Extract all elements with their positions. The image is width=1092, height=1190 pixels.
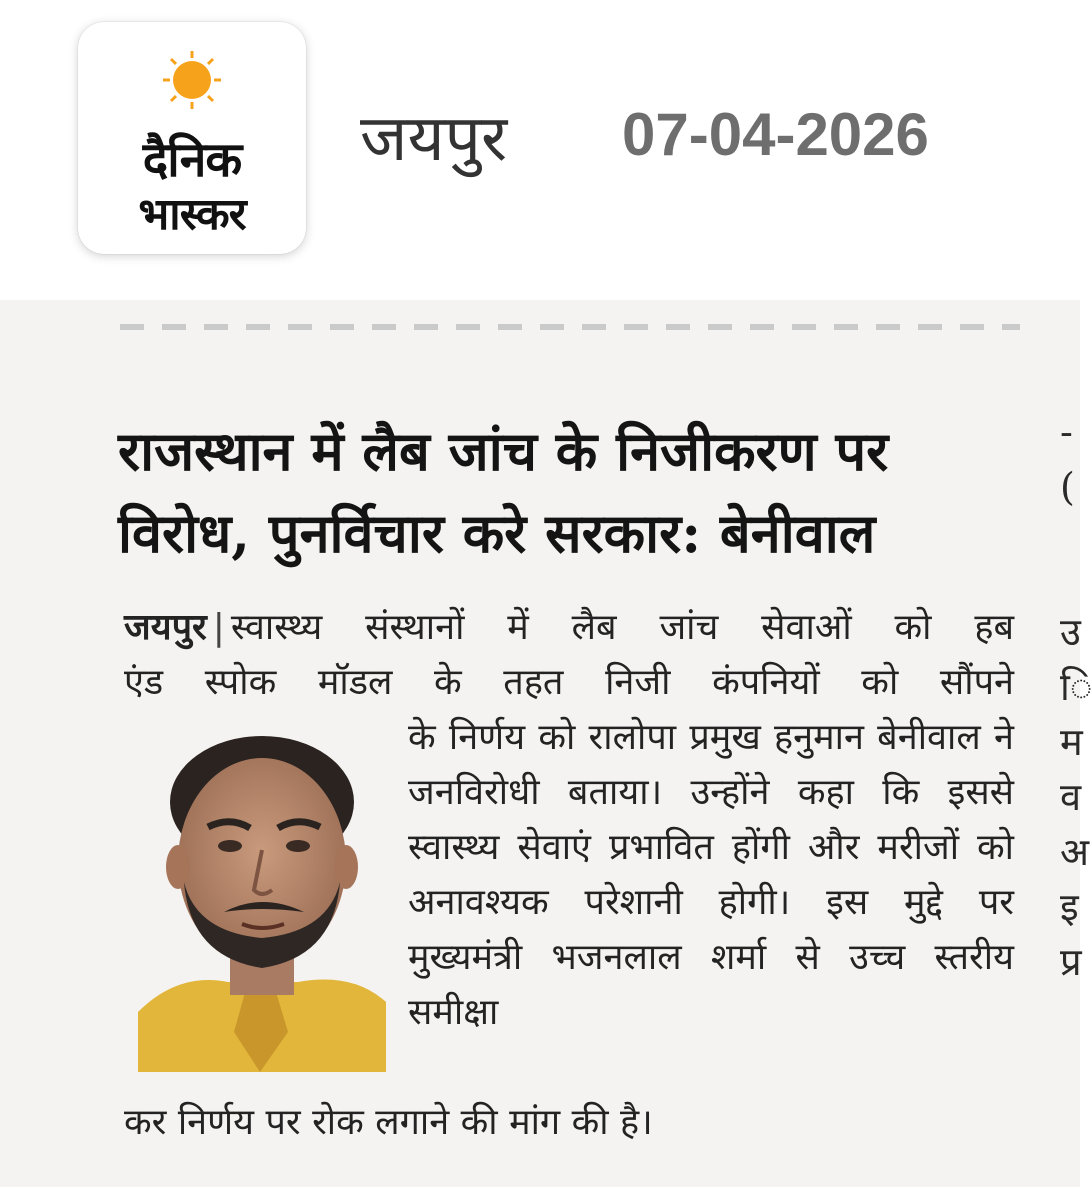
adjacent-glyph: म — [1060, 720, 1083, 764]
dateline-separator: | — [212, 607, 225, 648]
body-last-line: कर निर्णय पर रोक लगाने की मांग की है। — [124, 1102, 653, 1143]
adjacent-glyph: ( — [1060, 465, 1075, 509]
adjacent-glyph: व — [1060, 775, 1082, 819]
adjacent-glyph: अ — [1060, 830, 1090, 874]
edition-city: जयपुर — [360, 102, 508, 176]
header — [0, 0, 1080, 290]
cut-edge-rule — [120, 324, 1020, 330]
hanuman-beniwal-photo — [138, 732, 386, 1072]
adjacent-glyph: - — [1060, 410, 1073, 454]
adjacent-glyph: उ — [1060, 610, 1081, 654]
news-clipping — [0, 300, 1092, 1187]
adjacent-glyph: ि — [1060, 665, 1092, 709]
body-line-2: एंड स्पोक मॉडल के तहत निजी कंपनियों को सौंपने — [124, 662, 1014, 703]
adjacent-glyph: प्र — [1060, 940, 1082, 984]
body-line-1 — [124, 600, 1014, 655]
adjacent-glyph: इ — [1060, 885, 1079, 929]
article-headline — [118, 410, 1028, 574]
adjacent-column-fragment — [1052, 410, 1092, 1190]
dateline: जयपुर — [124, 607, 207, 648]
body-line-1-text: स्वास्थ्य संस्थानों में लैब जांच सेवाओं को हब — [230, 607, 1014, 648]
logo-text-bhaskar: भास्कर — [138, 189, 246, 240]
edition-date: 07-04-2026 — [622, 101, 929, 168]
headline-line-1: राजस्थान में लैब जांच के निजीकरण पर — [118, 419, 889, 483]
body-wrapped-paragraph: के निर्णय को रालोपा प्रमुख हनुमान बेनीवाल ने जनविरोधी बताया। उन्होंने कहा कि इससे स्वास्थ्य सेवाएं प्रभावित होंगी और मरीजों को अनावश्यक परेशानी होगी। इस मुद्दे पर मुख्यमंत्री भजनलाल शर्मा से उच्च स्तरीय समीक्षा — [408, 717, 1014, 1033]
headline-line-2: विरोध, पुनर्विचार करे सरकार: बेनीवाल — [118, 501, 876, 565]
sun-icon — [162, 50, 222, 110]
logo-text-dainik: दैनिक — [142, 132, 242, 188]
dainik-bhaskar-logo[interactable] — [78, 22, 306, 254]
